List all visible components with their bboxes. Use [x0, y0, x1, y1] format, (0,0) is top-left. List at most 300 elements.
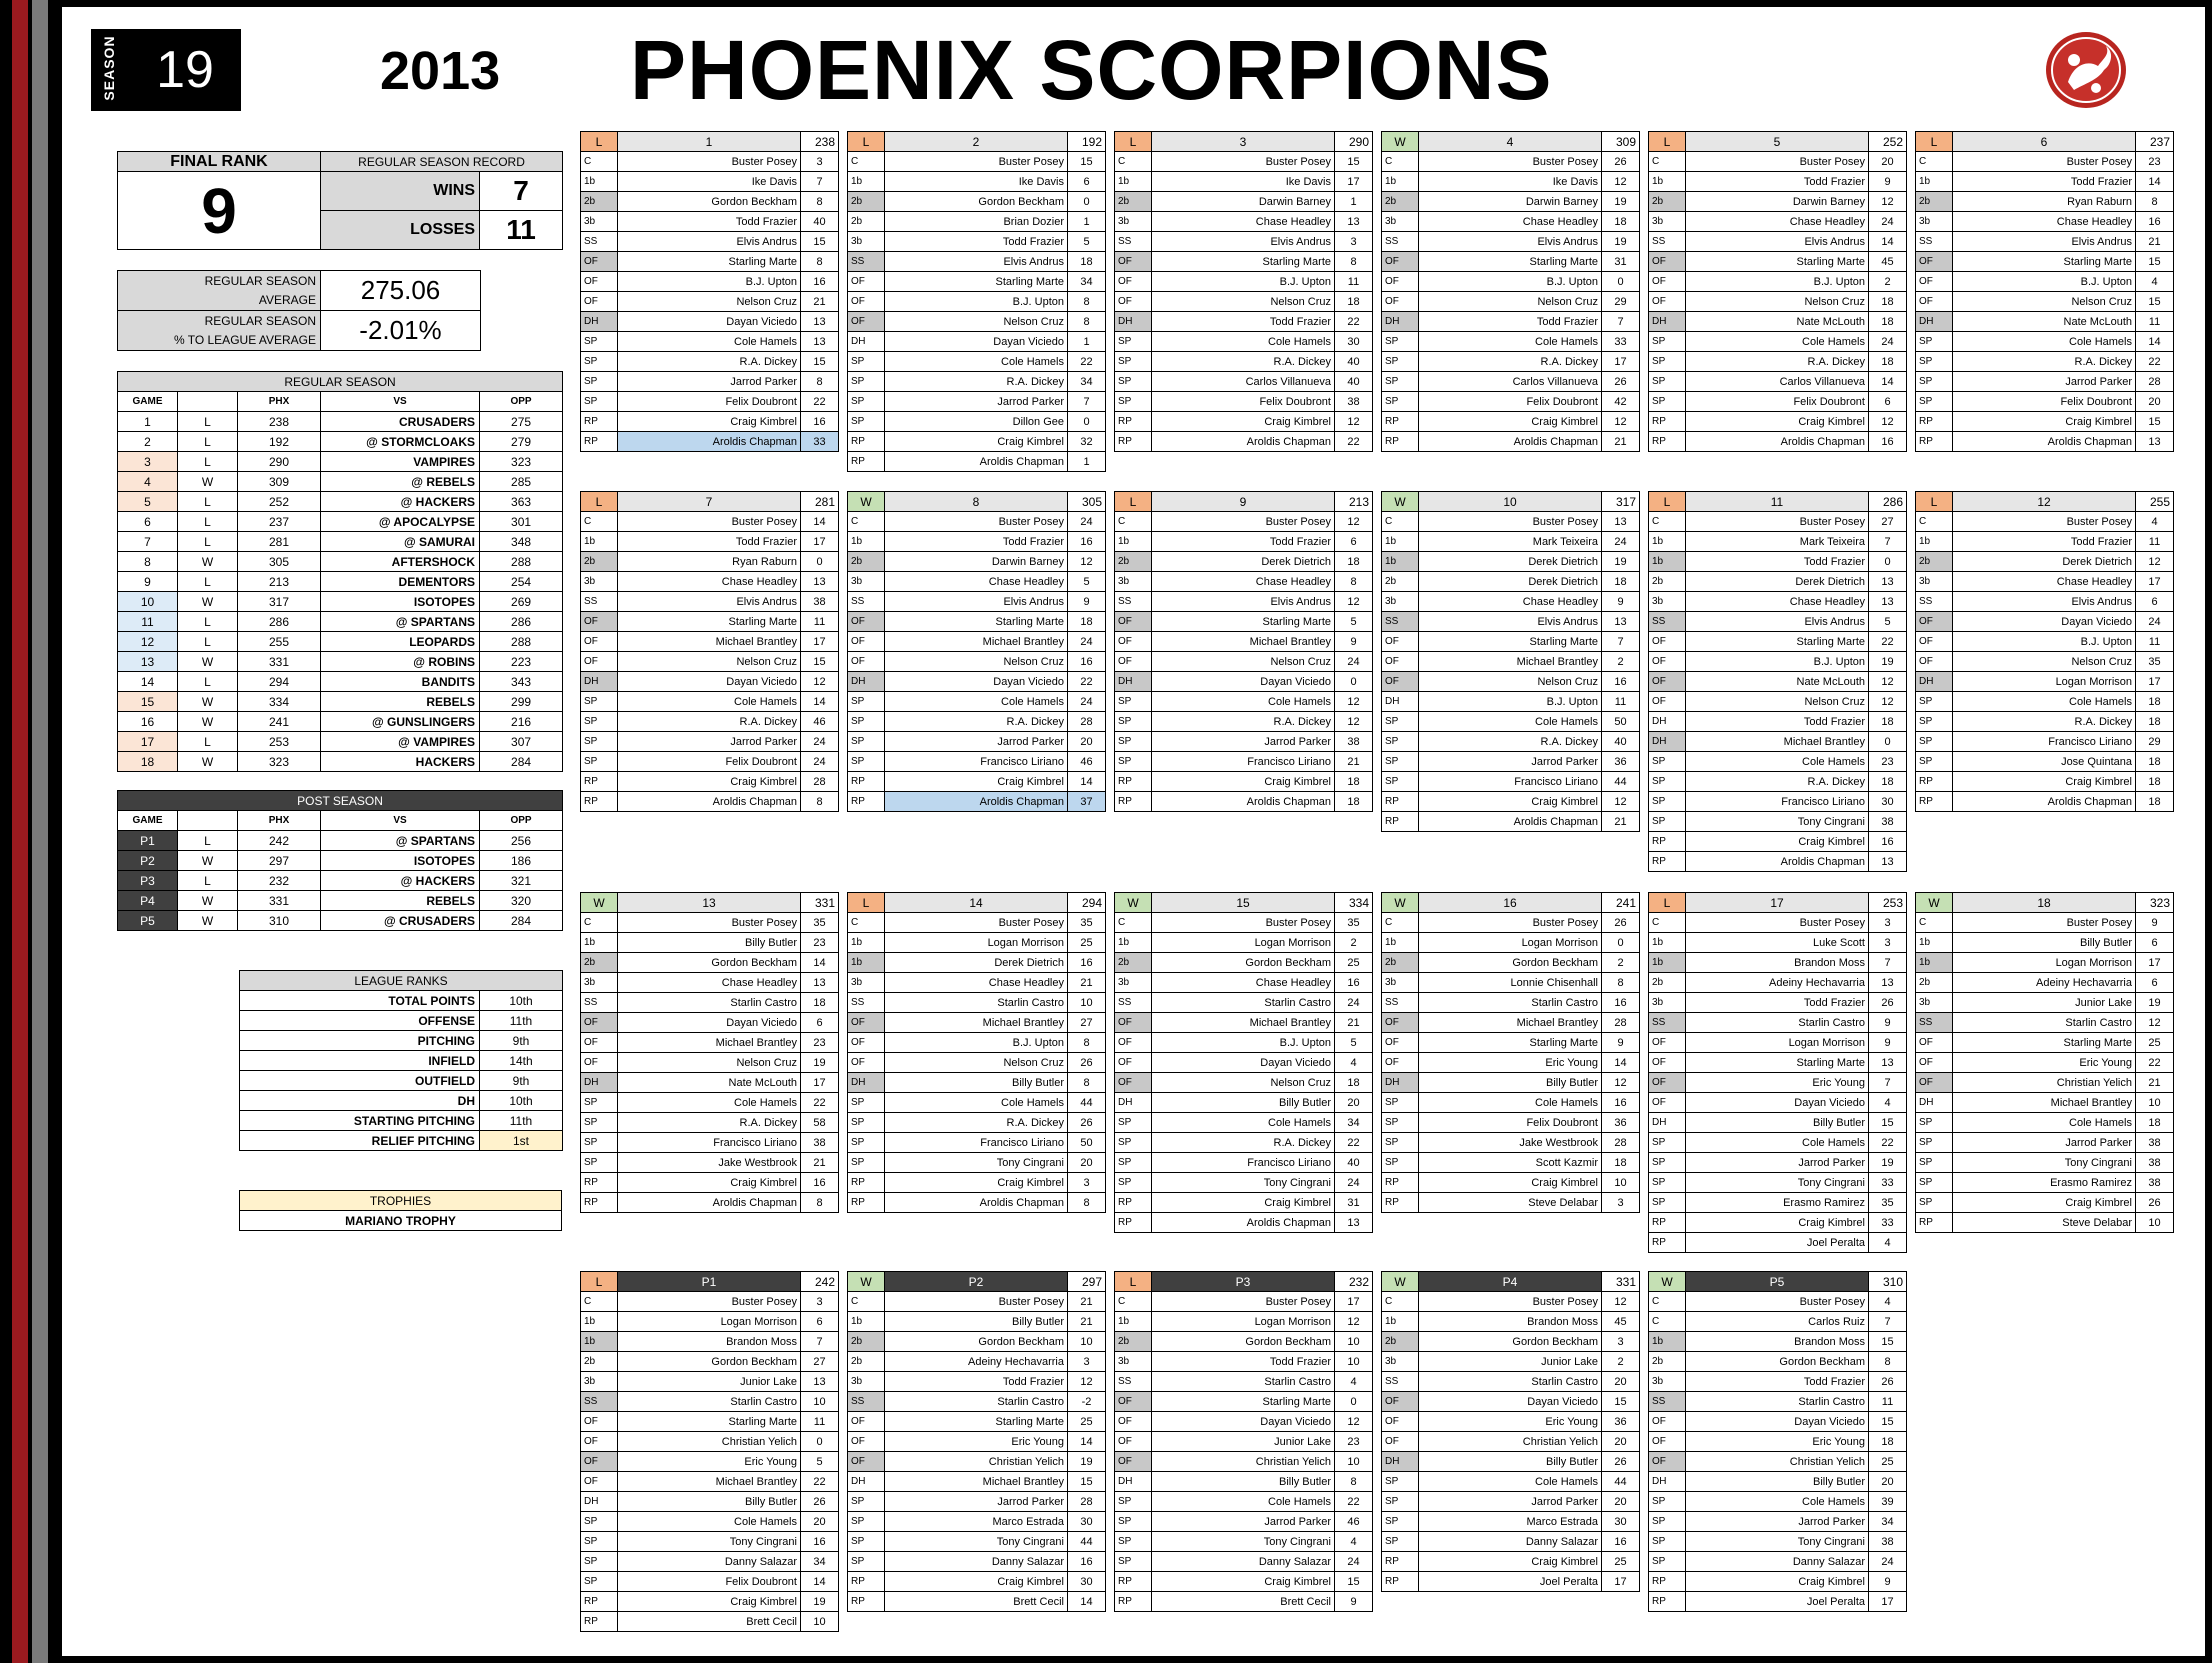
lineup-position: RP [581, 432, 618, 452]
lineup-row [1916, 332, 2174, 352]
lineup-row [1649, 792, 1907, 812]
player-points: 7 [1869, 1073, 1907, 1093]
lineup-position: RP [848, 1193, 885, 1213]
lineup-position: 2b [1115, 953, 1152, 973]
lineup-position: SP [1916, 352, 1953, 372]
lineup-row [848, 973, 1106, 993]
player-points: 13 [801, 312, 839, 332]
lineup-row [848, 1352, 1106, 1372]
rank-row [240, 1031, 563, 1051]
lineup-position: 2b [848, 212, 885, 232]
lineup-position: SS [1649, 1013, 1686, 1033]
lineup-position: 2b [581, 552, 618, 572]
lineup-position: OF [848, 1013, 885, 1033]
player-points: 3 [801, 1292, 839, 1312]
player-points: 2 [1335, 933, 1373, 953]
lineup-position: OF [1115, 1452, 1152, 1472]
lineup-row [1916, 1013, 2174, 1033]
player-name: Chase Headley [618, 973, 801, 993]
player-name: Danny Salazar [1419, 1532, 1602, 1552]
lineup-row [1115, 1532, 1373, 1552]
player-points: 24 [1068, 512, 1106, 532]
lineup-row [581, 392, 839, 412]
lineup-row [1916, 732, 2174, 752]
lineup-position: SS [1916, 592, 1953, 612]
phx-score: 237 [238, 512, 321, 532]
lineup-row [581, 1312, 839, 1332]
player-name: Buster Posey [1419, 913, 1602, 933]
lineup-position: OF [1916, 652, 1953, 672]
lineup-position: OF [1649, 292, 1686, 312]
post-season-table [117, 790, 563, 931]
player-points: 12 [1602, 412, 1640, 432]
lineup-row [1649, 572, 1907, 592]
player-points: 4 [1335, 1372, 1373, 1392]
player-points: 16 [1869, 832, 1907, 852]
lineup-row [848, 572, 1106, 592]
lineup-position: DH [1649, 732, 1686, 752]
lineup-position: SP [1382, 352, 1419, 372]
player-name: Cole Hamels [1953, 1113, 2136, 1133]
player-points: 9 [1068, 592, 1106, 612]
player-points: 7 [1869, 953, 1907, 973]
lineup-position: 1b [1382, 172, 1419, 192]
player-points: 38 [2136, 1133, 2174, 1153]
lineup-row [1382, 993, 1640, 1013]
player-points: 33 [1869, 1213, 1907, 1233]
lineup-position: 1b [581, 532, 618, 552]
lineup-position: 2b [1916, 552, 1953, 572]
player-name: Craig Kimbrel [1419, 412, 1602, 432]
lineup-position: 1b [1382, 1312, 1419, 1332]
lineup-position: 2b [1382, 1332, 1419, 1352]
player-name: Buster Posey [1152, 913, 1335, 933]
player-name: Buster Posey [1686, 913, 1869, 933]
player-name: Michael Brantley [885, 1472, 1068, 1492]
lineup-row [1649, 392, 1907, 412]
player-points: 1 [1068, 452, 1106, 472]
game-number: 15 [118, 692, 178, 712]
game-box-14 [847, 892, 1106, 1213]
lineup-position: 3b [1382, 212, 1419, 232]
lineup-row [1115, 1113, 1373, 1133]
lineup-row [1649, 1572, 1907, 1592]
lineup-position: RP [1115, 1592, 1152, 1612]
rank-category: STARTING PITCHING [240, 1111, 480, 1131]
lineup-row [1382, 913, 1640, 933]
lineup-row [1115, 312, 1373, 332]
player-points: 34 [801, 1552, 839, 1572]
opponent: HACKERS [321, 752, 480, 772]
season-badge [91, 29, 241, 111]
player-points: 37 [1068, 792, 1106, 812]
player-points: 5 [1068, 572, 1106, 592]
rank-category: TOTAL POINTS [240, 991, 480, 1011]
lineup-position: OF [1649, 692, 1686, 712]
player-name: Cole Hamels [885, 1093, 1068, 1113]
player-name: Carlos Villanueva [1419, 372, 1602, 392]
player-name: Billy Butler [1152, 1093, 1335, 1113]
player-name: Nate McLouth [1953, 312, 2136, 332]
phx-score: 334 [238, 692, 321, 712]
lineup-position: OF [1382, 1432, 1419, 1452]
player-name: Adeiny Hechavarria [1953, 973, 2136, 993]
lineup-position: RP [1649, 1213, 1686, 1233]
rank-value: 10th [480, 1091, 563, 1111]
rank-value: 9th [480, 1071, 563, 1091]
game-number: P2 [118, 851, 178, 871]
lineup-row [1916, 1213, 2174, 1233]
game-box-P1 [580, 1271, 839, 1632]
lineup-position: SP [1916, 692, 1953, 712]
lineup-row [1649, 252, 1907, 272]
lineup-row [581, 1452, 839, 1472]
game-result: W [1382, 893, 1419, 913]
lineup-row [1916, 1073, 2174, 1093]
lineup-row [848, 993, 1106, 1013]
player-name: Billy Butler [1152, 1472, 1335, 1492]
player-points: 26 [1068, 1113, 1106, 1133]
player-name: Brian Dozier [885, 212, 1068, 232]
player-points: 40 [801, 212, 839, 232]
game-total: 253 [1869, 893, 1907, 913]
game-label: 5 [1686, 132, 1869, 152]
player-points: 40 [1335, 1153, 1373, 1173]
lineup-position: OF [848, 292, 885, 312]
lineup-row [1115, 752, 1373, 772]
player-points: 30 [1335, 332, 1373, 352]
lineup-position: 3b [848, 572, 885, 592]
lineup-row [1382, 1173, 1640, 1193]
player-points: 21 [2136, 232, 2174, 252]
player-name: Erasmo Ramirez [1686, 1193, 1869, 1213]
player-name: Scott Kazmir [1419, 1153, 1602, 1173]
player-name: Brett Cecil [618, 1612, 801, 1632]
game-number: 8 [118, 552, 178, 572]
game-box-header [581, 893, 839, 913]
lineup-row [848, 252, 1106, 272]
player-name: Chase Headley [1686, 592, 1869, 612]
game-number: 10 [118, 592, 178, 612]
player-name: Derek Dietrich [1686, 572, 1869, 592]
player-name: Starling Marte [1953, 1033, 2136, 1053]
lineup-position: OF [848, 1432, 885, 1452]
player-name: Tony Cingrani [618, 1532, 801, 1552]
player-name: Christian Yelich [885, 1452, 1068, 1472]
player-name: Craig Kimbrel [1686, 412, 1869, 432]
lineup-row [581, 1552, 839, 1572]
game-box-16 [1381, 892, 1640, 1213]
player-name: Craig Kimbrel [1686, 1572, 1869, 1592]
lineup-row [848, 172, 1106, 192]
lineup-row [1115, 1492, 1373, 1512]
lineup-row [1115, 993, 1373, 1013]
player-points: 8 [1068, 1193, 1106, 1213]
lineup-position: SP [848, 752, 885, 772]
player-points: 24 [1335, 652, 1373, 672]
player-points: 18 [1869, 292, 1907, 312]
player-points: 13 [1335, 212, 1373, 232]
player-points: 2 [1869, 272, 1907, 292]
player-points: 25 [1602, 1552, 1640, 1572]
lineup-position: OF [1382, 252, 1419, 272]
phx-score: 323 [238, 752, 321, 772]
result: W [178, 752, 238, 772]
player-name: Felix Doubront [1152, 392, 1335, 412]
trophies-table [239, 1190, 562, 1231]
lineup-position: RP [1916, 432, 1953, 452]
lineup-row [848, 1173, 1106, 1193]
lineup-row [848, 212, 1106, 232]
lineup-row [1115, 612, 1373, 632]
player-name: Nelson Cruz [1686, 692, 1869, 712]
player-name: R.A. Dickey [1953, 352, 2136, 372]
lineup-row [848, 432, 1106, 452]
player-points: 12 [1068, 552, 1106, 572]
player-points: 34 [1335, 1113, 1373, 1133]
player-name: Cole Hamels [618, 1093, 801, 1113]
player-name: Steve Delabar [1419, 1193, 1602, 1213]
lineup-row [1916, 913, 2174, 933]
player-name: R.A. Dickey [885, 372, 1068, 392]
player-name: Gordon Beckham [1152, 953, 1335, 973]
player-points: 21 [1335, 752, 1373, 772]
opp-score: 254 [480, 572, 563, 592]
player-points: 16 [1602, 672, 1640, 692]
player-name: Chase Headley [1686, 212, 1869, 232]
season-row [118, 512, 563, 532]
lineup-position: OF [1115, 652, 1152, 672]
player-points: 26 [1869, 993, 1907, 1013]
game-box-header [1382, 1272, 1640, 1292]
player-name: Nelson Cruz [1419, 672, 1602, 692]
lineup-position: OF [1115, 272, 1152, 292]
player-points: 35 [1068, 913, 1106, 933]
lineup-position: C [1649, 1292, 1686, 1312]
lineup-position: OF [581, 272, 618, 292]
lineup-row [1649, 852, 1907, 872]
player-points: 9 [1602, 1033, 1640, 1053]
player-points: 27 [1869, 512, 1907, 532]
lineup-row [848, 913, 1106, 933]
game-box-header [1382, 132, 1640, 152]
lineup-position: RP [1649, 412, 1686, 432]
lineup-row [1115, 412, 1373, 432]
player-points: 12 [1602, 1292, 1640, 1312]
player-name: Todd Frazier [885, 1372, 1068, 1392]
lineup-row [1649, 672, 1907, 692]
lineup-position: 3b [581, 212, 618, 232]
game-total: 286 [1869, 492, 1907, 512]
player-name: Cole Hamels [1953, 692, 2136, 712]
game-result: W [1382, 132, 1419, 152]
lineup-row [581, 953, 839, 973]
lineup-position: SP [1382, 392, 1419, 412]
rank-value: 10th [480, 991, 563, 1011]
lineup-position: SS [581, 993, 618, 1013]
lineup-row [1916, 172, 2174, 192]
lineup-position: SP [581, 1093, 618, 1113]
game-box-header [1649, 492, 1907, 512]
player-name: Aroldis Chapman [885, 1193, 1068, 1213]
lineup-row [848, 933, 1106, 953]
game-box-12 [1915, 491, 2174, 812]
player-points: 14 [1068, 772, 1106, 792]
lineup-position: SP [1916, 752, 1953, 772]
lineup-row [581, 552, 839, 572]
player-points: 9 [1869, 1013, 1907, 1033]
player-points: 17 [2136, 572, 2174, 592]
lineup-position: 2b [1115, 192, 1152, 212]
player-points: 18 [1335, 552, 1373, 572]
trophies-title: TROPHIES [240, 1191, 562, 1211]
player-name: Francisco Liriano [1419, 772, 1602, 792]
lineup-position: SP [581, 692, 618, 712]
player-name: Starlin Castro [618, 1392, 801, 1412]
result: W [178, 692, 238, 712]
team-title: PHOENIX SCORPIONS [630, 23, 1553, 117]
player-name: B.J. Upton [1152, 272, 1335, 292]
player-points: 38 [801, 592, 839, 612]
opp-score: 348 [480, 532, 563, 552]
player-points: 17 [2136, 953, 2174, 973]
lineup-position: SS [848, 1392, 885, 1412]
lineup-row [848, 152, 1106, 172]
opponent: LEOPARDS [321, 632, 480, 652]
lineup-row [581, 352, 839, 372]
player-name: Starling Marte [1419, 632, 1602, 652]
lineup-row [1115, 732, 1373, 752]
lineup-row [1649, 1013, 1907, 1033]
player-name: Tony Cingrani [1686, 1173, 1869, 1193]
player-name: R.A. Dickey [1686, 772, 1869, 792]
lineup-position: 1b [1649, 953, 1686, 973]
lineup-row [1115, 552, 1373, 572]
lineup-position: DH [581, 312, 618, 332]
lineup-row [848, 1372, 1106, 1392]
player-name: Marco Estrada [1419, 1512, 1602, 1532]
game-box-P3 [1114, 1271, 1373, 1612]
lineup-position: 3b [1115, 212, 1152, 232]
player-points: 21 [1068, 973, 1106, 993]
player-name: Michael Brantley [885, 1013, 1068, 1033]
lineup-row [1916, 552, 2174, 572]
player-name: Carlos Ruiz [1686, 1312, 1869, 1332]
game-result: W [1916, 893, 1953, 913]
player-points: 16 [801, 412, 839, 432]
lineup-row [581, 672, 839, 692]
lineup-row [1916, 572, 2174, 592]
lineup-position: C [848, 512, 885, 532]
player-name: Jarrod Parker [1419, 752, 1602, 772]
lineup-position: SP [1382, 1532, 1419, 1552]
player-name: Buster Posey [1953, 512, 2136, 532]
phx-score: 242 [238, 831, 321, 851]
rank-category: INFIELD [240, 1051, 480, 1071]
regular-season-title: REGULAR SEASON [118, 372, 563, 392]
player-points: 8 [1068, 312, 1106, 332]
game-result: L [1916, 492, 1953, 512]
lineup-position: RP [1916, 412, 1953, 432]
player-points: 20 [1869, 1472, 1907, 1492]
lineup-position: SP [1115, 352, 1152, 372]
lineup-row [1115, 953, 1373, 973]
player-name: Adeiny Hechavarria [1686, 973, 1869, 993]
game-number: 1 [118, 412, 178, 432]
player-points: 12 [1869, 672, 1907, 692]
player-points: 22 [801, 1472, 839, 1492]
result: L [178, 532, 238, 552]
lineup-position: SP [1649, 332, 1686, 352]
lineup-position: OF [848, 272, 885, 292]
season-row [118, 871, 563, 891]
opp-score: 323 [480, 452, 563, 472]
lineup-position: OF [1115, 1073, 1152, 1093]
lineup-position: 3b [1382, 592, 1419, 612]
player-name: Todd Frazier [1953, 532, 2136, 552]
player-name: Starlin Castro [1152, 1372, 1335, 1392]
lineup-row [1649, 1193, 1907, 1213]
lineup-position: RP [1382, 1173, 1419, 1193]
player-name: Elvis Andrus [1953, 592, 2136, 612]
game-box-4 [1381, 131, 1640, 452]
lineup-row [581, 592, 839, 612]
player-name: Derek Dietrich [885, 953, 1068, 973]
lineup-position: SP [848, 1153, 885, 1173]
lineup-row [1115, 252, 1373, 272]
player-points: 8 [801, 372, 839, 392]
player-points: 17 [801, 632, 839, 652]
lineup-row [581, 192, 839, 212]
player-points: 18 [2136, 752, 2174, 772]
lineup-row [1916, 412, 2174, 432]
game-box-15 [1114, 892, 1373, 1233]
lineup-position: SP [581, 1512, 618, 1532]
lineup-position: RP [848, 772, 885, 792]
player-name: Starling Marte [1953, 252, 2136, 272]
player-points: 44 [1602, 1472, 1640, 1492]
lineup-row [581, 572, 839, 592]
lineup-position: C [1115, 1292, 1152, 1312]
lineup-row [581, 512, 839, 532]
player-name: Derek Dietrich [1152, 552, 1335, 572]
lineup-row [1115, 1053, 1373, 1073]
lineup-position: SP [1382, 712, 1419, 732]
lineup-position: 1b [1115, 933, 1152, 953]
phx-score: 317 [238, 592, 321, 612]
game-total: 317 [1602, 492, 1640, 512]
lineup-position: 1b [1382, 933, 1419, 953]
opp-score: 275 [480, 412, 563, 432]
player-points: 14 [1602, 1053, 1640, 1073]
lineup-position: SP [1649, 752, 1686, 772]
lineup-row [1649, 812, 1907, 832]
player-points: 15 [2136, 292, 2174, 312]
player-name: Chase Headley [885, 572, 1068, 592]
lineup-row [1382, 292, 1640, 312]
lineup-position: SP [1382, 1153, 1419, 1173]
rank-value: 1st [480, 1131, 563, 1151]
player-points: 10 [2136, 1213, 2174, 1233]
player-name: Christian Yelich [1686, 1452, 1869, 1472]
player-name: Todd Frazier [1686, 1372, 1869, 1392]
player-points: 18 [1335, 292, 1373, 312]
player-points: 7 [1869, 1312, 1907, 1332]
opponent: @ STORMCLOAKS [321, 432, 480, 452]
player-name: Logan Morrison [1953, 672, 2136, 692]
lineup-position: RP [1115, 1572, 1152, 1592]
player-points: 17 [1335, 172, 1373, 192]
